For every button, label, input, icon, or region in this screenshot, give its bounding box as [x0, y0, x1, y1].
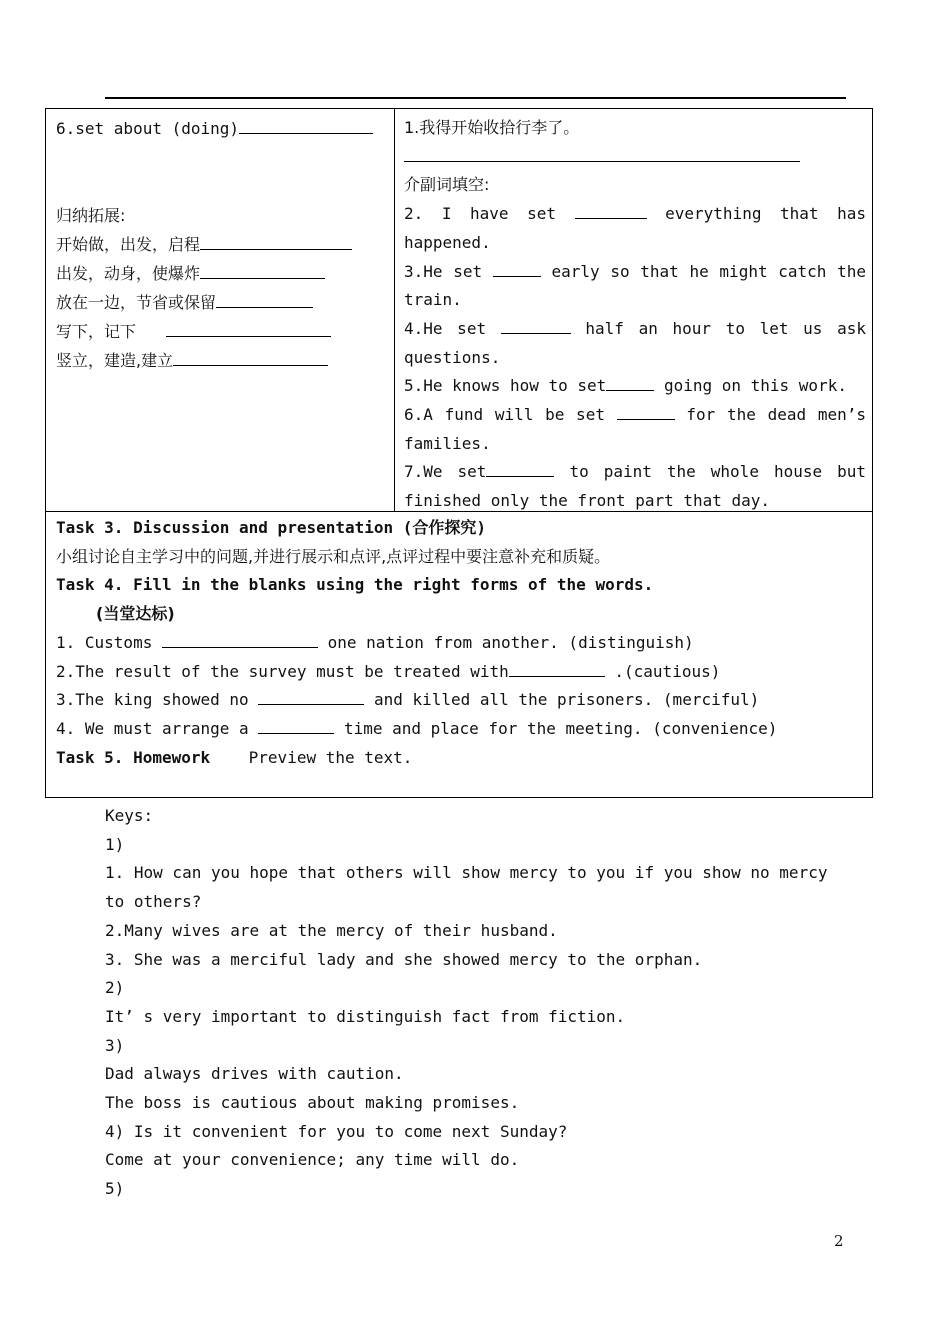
task4-q1: 1. Customs one nation from another. (distinguish) — [56, 629, 864, 658]
phrase-line: 出发，动身，使爆炸 — [56, 259, 386, 288]
keys-title: Keys: — [105, 806, 154, 825]
phrase-column — [56, 114, 386, 375]
fill-title: 介副词填空: — [404, 175, 490, 195]
exercise-line: 3.He set early so that he might catch the — [404, 258, 866, 287]
task5-line: Task 5. Homework Preview the text. — [56, 747, 413, 767]
phrase-line: 写下，记下 — [56, 317, 386, 346]
phrase-line: 开始做，出发，启程 — [56, 230, 386, 259]
key-line: 3. She was a merciful lady and she showed mercy to the orphan. — [105, 949, 703, 969]
task3-desc: 小组讨论自主学习中的问题,并进行展示和点评,点评过程中要注意补充和质疑。 — [56, 546, 611, 566]
task4-q2: 2.The result of the survey must be treated with .(cautious) — [56, 658, 864, 687]
header-rule — [105, 97, 846, 99]
key-line: 2) — [105, 978, 125, 998]
exercise-line: 7.We set to paint the whole house but — [404, 458, 866, 487]
key-line: to others? — [105, 892, 202, 912]
task4-sub: (当堂达标) — [96, 604, 175, 624]
task4-title: Task 4. Fill in the blanks using the right forms of the words. — [56, 575, 654, 595]
task4-q4: 4. We must arrange a time and place for the meeting. (convenience) — [56, 715, 864, 744]
page-number: 2 — [834, 1232, 844, 1250]
exercise-line: 4.He set half an hour to let us ask — [404, 315, 866, 344]
answer-keys — [105, 802, 850, 1204]
phrase-line: 竖立，建造,建立 — [56, 346, 386, 375]
key-line: 3) — [105, 1035, 125, 1055]
phrase-line: 放在一边，节省或保留 — [56, 288, 386, 317]
task4-q3: 3.The king showed no and killed all the prisoners. (merciful) — [56, 686, 864, 715]
task3-title: Task 3. Discussion and presentation (合作探究) — [56, 518, 487, 537]
key-line: 5) — [105, 1179, 125, 1199]
key-line: It’ s very important to distinguish fact from fiction. — [105, 1006, 626, 1026]
key-line: 1) — [105, 834, 125, 854]
exercise-line: 2. I have set everything that has — [404, 200, 866, 229]
summary-title: 归纳拓展: — [56, 206, 126, 225]
exercise-line: 5.He knows how to set going on this work. — [404, 372, 866, 401]
key-line: 4) Is it convenient for you to come next Sunday? — [105, 1121, 568, 1141]
column-divider — [394, 109, 395, 511]
tasks-section — [56, 514, 864, 772]
exercise-column: 1.我得开始收拾行李了。 介副词填空: 2. I have set everything that has happened. 3.He set early so that he might catch the train. 4.He set half an hour to let us ask questions. 5.He knows how to set going on this work. 6.A fund will be set for the dead men’s families. 7.We set to paint the whole house but finished only the front part that day. — [404, 114, 866, 516]
key-line: Come at your convenience; any time will do. — [105, 1150, 520, 1170]
translate-sentence: 1.我得开始收拾行李了。 — [404, 118, 580, 137]
phrase-item-6: 6.set about (doing) — [56, 114, 386, 143]
key-line: 1. How can you hope that others will show mercy to you if you show no mercy — [105, 863, 828, 883]
worksheet-table — [45, 108, 873, 798]
key-line: Dad always drives with caution. — [105, 1064, 404, 1084]
key-line: The boss is cautious about making promises. — [105, 1093, 520, 1113]
exercise-line: 6.A fund will be set for the dead men’s — [404, 401, 866, 430]
key-line: 2.Many wives are at the mercy of their husband. — [105, 920, 558, 940]
